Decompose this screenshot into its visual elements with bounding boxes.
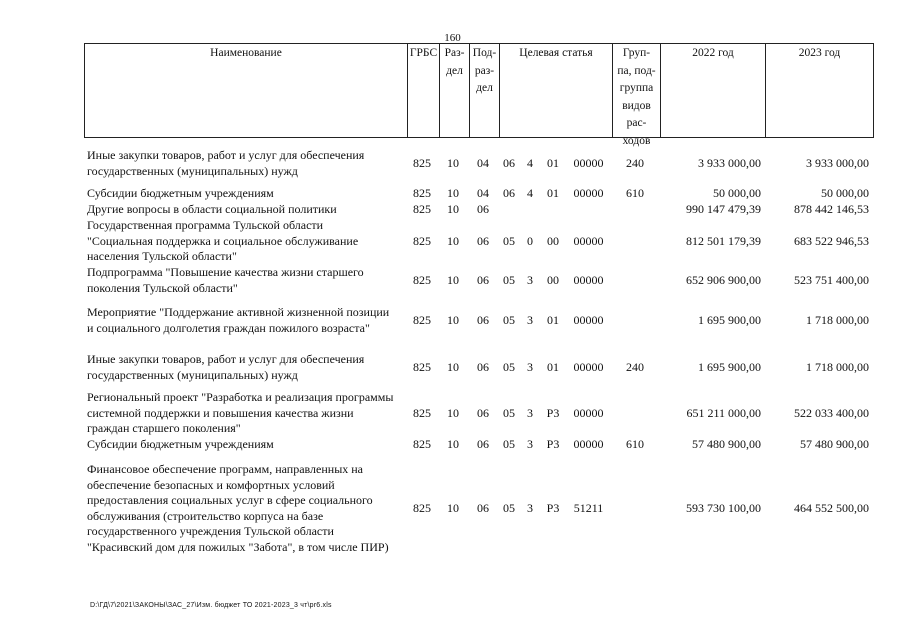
cell-grbs: 825 bbox=[413, 500, 431, 515]
table-row bbox=[84, 305, 874, 336]
table-row bbox=[84, 352, 874, 383]
cell-t3: 00 bbox=[547, 272, 559, 287]
cell-grbs: 825 bbox=[413, 233, 431, 248]
cell-y2022: 1 695 900,00 bbox=[698, 359, 761, 374]
cell-t4: 00000 bbox=[573, 405, 604, 420]
header-razdel: Раз- дел bbox=[439, 44, 469, 137]
row-name-line: Подпрограмма "Повышение качества жизни старшего bbox=[87, 265, 364, 279]
cell-t2: 4 bbox=[527, 155, 533, 170]
cell-t1: 05 bbox=[503, 500, 515, 515]
cell-y2023: 1 718 000,00 bbox=[806, 359, 869, 374]
cell-t1: 05 bbox=[503, 272, 515, 287]
header-podrazdel: Под- раз- дел bbox=[469, 44, 499, 137]
cell-grbs: 825 bbox=[413, 405, 431, 420]
cell-y2023: 878 442 146,53 bbox=[794, 202, 869, 217]
cell-podrazdel: 06 bbox=[477, 437, 489, 452]
cell-t3: 01 bbox=[547, 186, 559, 201]
row-name bbox=[87, 352, 402, 383]
row-name-line: поколения Тульской области" bbox=[87, 280, 238, 295]
table-row bbox=[84, 186, 874, 202]
cell-t1: 05 bbox=[503, 233, 515, 248]
cell-t4: 00000 bbox=[573, 186, 604, 201]
cell-t2: 3 bbox=[527, 437, 533, 452]
cell-y2022: 990 147 479,39 bbox=[686, 202, 761, 217]
cell-grbs: 825 bbox=[413, 186, 431, 201]
row-name-line: граждан старшего поколения" bbox=[87, 421, 241, 435]
cell-y2022: 652 906 900,00 bbox=[686, 272, 761, 287]
cell-y2022: 50 000,00 bbox=[713, 186, 761, 201]
row-name bbox=[87, 265, 402, 296]
cell-t4: 00000 bbox=[573, 233, 604, 248]
row-name bbox=[87, 186, 402, 202]
cell-razdel: 10 bbox=[447, 312, 459, 327]
row-name bbox=[87, 390, 402, 437]
cell-podrazdel: 06 bbox=[477, 500, 489, 515]
cell-t3: P3 bbox=[546, 500, 560, 515]
cell-t3: 01 bbox=[547, 312, 559, 327]
cell-t3: 01 bbox=[547, 155, 559, 170]
row-name-line: обеспечение безопасных и комфортных условий bbox=[87, 477, 335, 492]
cell-podrazdel: 06 bbox=[477, 233, 489, 248]
row-name-line: Субсидии бюджетным учреждениям bbox=[87, 186, 274, 200]
cell-y2023: 3 933 000,00 bbox=[806, 155, 869, 170]
cell-t2: 0 bbox=[527, 233, 533, 248]
cell-y2023: 1 718 000,00 bbox=[806, 312, 869, 327]
cell-t4: 51211 bbox=[573, 500, 604, 515]
cell-t1: 05 bbox=[503, 437, 515, 452]
row-name-line: Региональный проект "Разработка и реализация программы bbox=[87, 390, 394, 404]
cell-grbs: 825 bbox=[413, 202, 431, 217]
cell-group: 610 bbox=[626, 186, 644, 201]
cell-group: 240 bbox=[626, 359, 644, 374]
header-expense-group: Груп- па, под- группа видов рас- ходов bbox=[612, 44, 660, 137]
cell-podrazdel: 06 bbox=[477, 359, 489, 374]
cell-y2022: 1 695 900,00 bbox=[698, 312, 761, 327]
cell-razdel: 10 bbox=[447, 272, 459, 287]
cell-y2023: 464 552 500,00 bbox=[794, 500, 869, 515]
row-name-line: Иные закупки товаров, работ и услуг для обеспечения bbox=[87, 352, 365, 366]
cell-podrazdel: 04 bbox=[477, 155, 489, 170]
cell-razdel: 10 bbox=[447, 233, 459, 248]
cell-t4: 00000 bbox=[573, 272, 604, 287]
cell-y2023: 683 522 946,53 bbox=[794, 233, 869, 248]
cell-y2023: 523 751 400,00 bbox=[794, 272, 869, 287]
cell-y2022: 593 730 100,00 bbox=[686, 500, 761, 515]
file-path-footer: D:\ГД\7\2021\ЗАКОНЫ\ЗАС_27\Изм. бюджет ТО 2021-2023_3 чт\pr6.xls bbox=[90, 602, 332, 609]
cell-razdel: 10 bbox=[447, 359, 459, 374]
row-name bbox=[87, 462, 402, 555]
row-name-line: Другие вопросы в области социальной политики bbox=[87, 202, 337, 216]
cell-t2: 3 bbox=[527, 272, 533, 287]
cell-podrazdel: 06 bbox=[477, 202, 489, 217]
row-name bbox=[87, 437, 402, 453]
cell-t3: P3 bbox=[546, 405, 560, 420]
row-name-line: Иные закупки товаров, работ и услуг для обеспечения bbox=[87, 148, 365, 162]
cell-podrazdel: 06 bbox=[477, 405, 489, 420]
header-2023: 2023 год bbox=[765, 44, 873, 137]
row-name-line: Субсидии бюджетным учреждениям bbox=[87, 437, 274, 451]
cell-grbs: 825 bbox=[413, 155, 431, 170]
row-name-line: "Красивский дом для пожилых "Забота", в том числе ПИР) bbox=[87, 539, 389, 554]
table-row bbox=[84, 218, 874, 265]
row-name-line: государственного учреждения Тульской области bbox=[87, 524, 334, 538]
row-name-line: государственных (муниципальных) нужд bbox=[87, 163, 298, 178]
cell-razdel: 10 bbox=[447, 500, 459, 515]
table-row bbox=[84, 202, 874, 218]
row-name-line: обслуживания (строительство корпуса на базе bbox=[87, 508, 324, 523]
cell-y2023: 57 480 900,00 bbox=[800, 437, 869, 452]
cell-t4: 00000 bbox=[573, 155, 604, 170]
table-row bbox=[84, 148, 874, 179]
cell-t2: 4 bbox=[527, 186, 533, 201]
row-name-line: Финансовое обеспечение программ, направленных на bbox=[87, 462, 364, 476]
cell-razdel: 10 bbox=[447, 186, 459, 201]
cell-y2023: 50 000,00 bbox=[821, 186, 869, 201]
cell-grbs: 825 bbox=[413, 437, 431, 452]
cell-t3: 00 bbox=[547, 233, 559, 248]
cell-group: 240 bbox=[626, 155, 644, 170]
cell-t2: 3 bbox=[527, 500, 533, 515]
cell-razdel: 10 bbox=[447, 437, 459, 452]
cell-group: 610 bbox=[626, 437, 644, 452]
cell-t3: 01 bbox=[547, 359, 559, 374]
cell-y2023: 522 033 400,00 bbox=[794, 405, 869, 420]
row-name bbox=[87, 148, 402, 179]
header-name: Наименование bbox=[210, 47, 282, 59]
cell-t4: 00000 bbox=[573, 437, 604, 452]
row-name-line: населения Тульской области" bbox=[87, 249, 237, 263]
cell-podrazdel: 04 bbox=[477, 186, 489, 201]
cell-grbs: 825 bbox=[413, 272, 431, 287]
cell-y2022: 651 211 000,00 bbox=[686, 405, 761, 420]
row-name-line: "Социальная поддержка и социальное обслуживание bbox=[87, 233, 359, 248]
cell-y2022: 3 933 000,00 bbox=[698, 155, 761, 170]
cell-t4: 00000 bbox=[573, 312, 604, 327]
cell-t1: 06 bbox=[503, 186, 515, 201]
cell-t4: 00000 bbox=[573, 359, 604, 374]
cell-t1: 05 bbox=[503, 405, 515, 420]
cell-t1: 06 bbox=[503, 155, 515, 170]
table-row bbox=[84, 462, 874, 555]
cell-podrazdel: 06 bbox=[477, 272, 489, 287]
row-name-line: предоставления социальных услуг в сфере социального bbox=[87, 493, 373, 507]
cell-t2: 3 bbox=[527, 359, 533, 374]
row-name bbox=[87, 218, 402, 265]
cell-t1: 05 bbox=[503, 359, 515, 374]
row-name-line: Государственная программа Тульской области bbox=[87, 218, 324, 232]
cell-y2022: 812 501 179,39 bbox=[686, 233, 761, 248]
page-number: 160 bbox=[444, 32, 461, 44]
cell-podrazdel: 06 bbox=[477, 312, 489, 327]
cell-razdel: 10 bbox=[447, 202, 459, 217]
table-row bbox=[84, 437, 874, 453]
cell-y2022: 57 480 900,00 bbox=[692, 437, 761, 452]
cell-grbs: 825 bbox=[413, 359, 431, 374]
row-name-line: системной поддержки и повышения качества жизни bbox=[87, 405, 354, 420]
row-name-line: государственных (муниципальных) нужд bbox=[87, 367, 298, 382]
table-row bbox=[84, 390, 874, 437]
table-header bbox=[84, 43, 874, 147]
cell-t1: 05 bbox=[503, 312, 515, 327]
row-name-line: Мероприятие "Поддержание активной жизненной позиции bbox=[87, 305, 390, 319]
row-name-line: и социального долголетия граждан пожилого возраста" bbox=[87, 320, 370, 335]
cell-t2: 3 bbox=[527, 312, 533, 327]
row-name bbox=[87, 305, 402, 336]
header-target-article: Целевая статья bbox=[499, 44, 612, 137]
cell-razdel: 10 bbox=[447, 405, 459, 420]
cell-grbs: 825 bbox=[413, 312, 431, 327]
table-row bbox=[84, 265, 874, 296]
cell-t3: P3 bbox=[546, 437, 560, 452]
cell-t2: 3 bbox=[527, 405, 533, 420]
row-name bbox=[87, 202, 402, 218]
header-grbs: ГРБС bbox=[407, 44, 439, 137]
cell-razdel: 10 bbox=[447, 155, 459, 170]
header-2022: 2022 год bbox=[660, 44, 765, 137]
